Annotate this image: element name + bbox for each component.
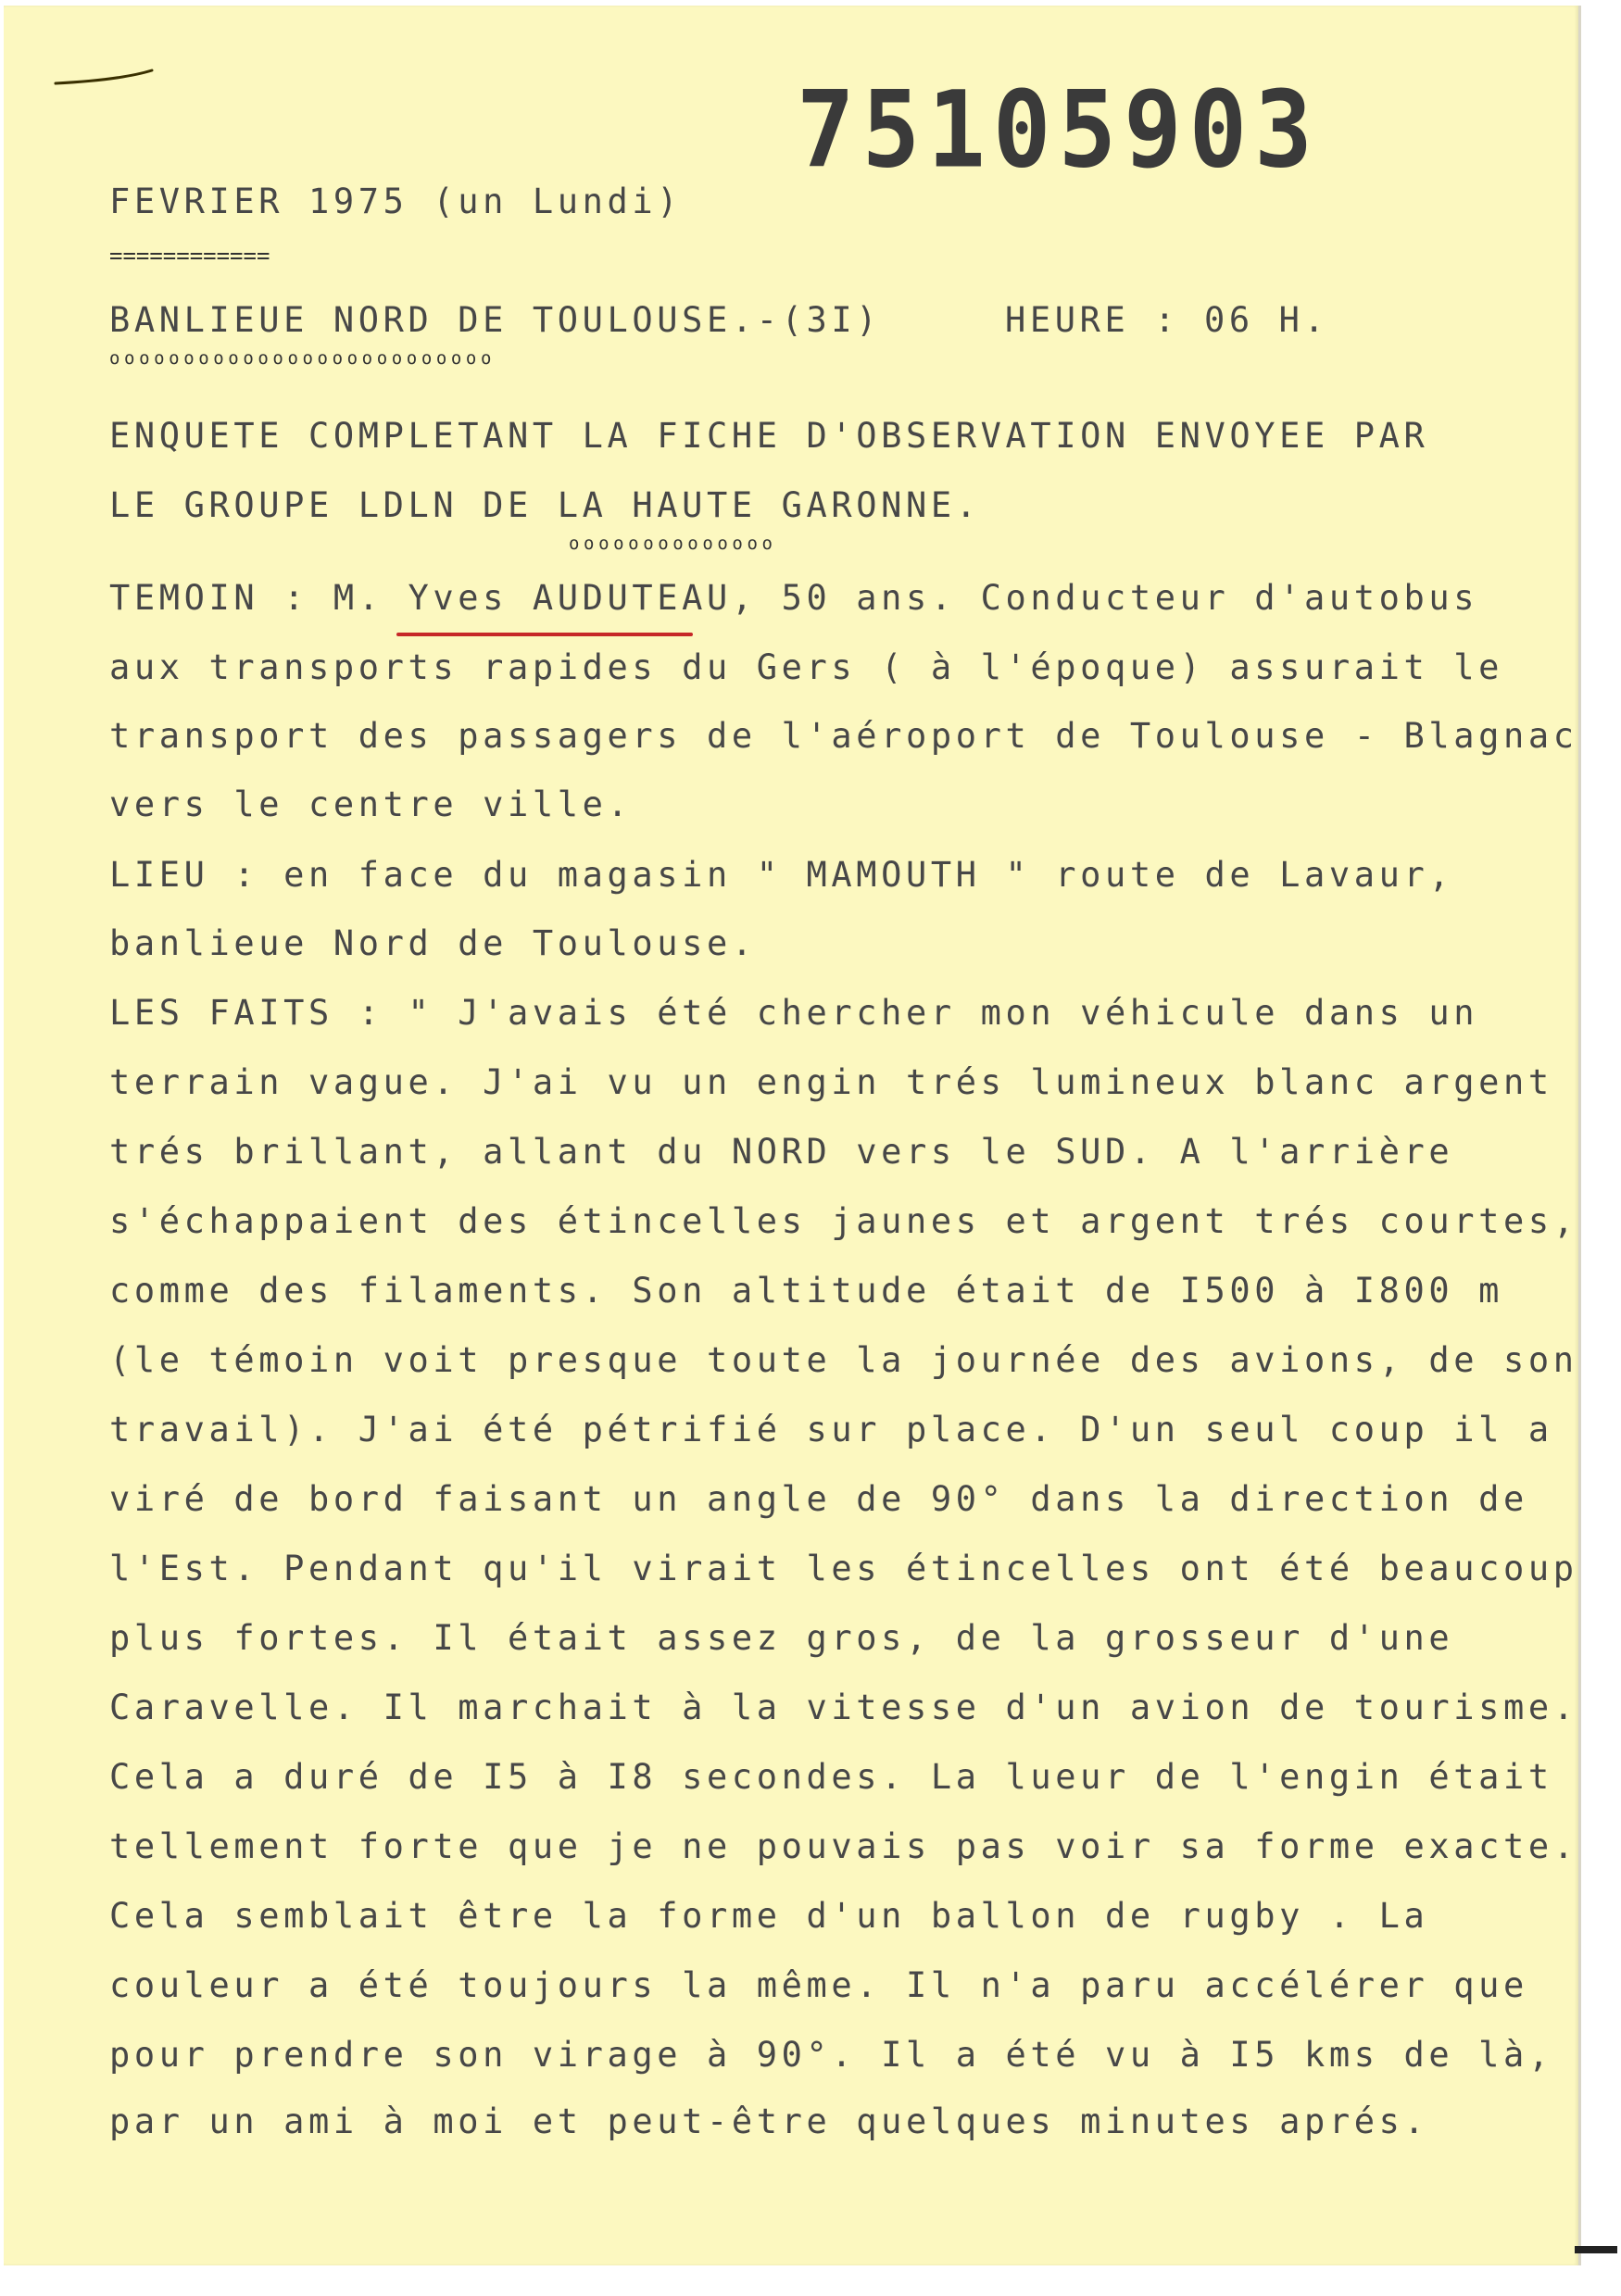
- pencil-mark: [54, 69, 156, 87]
- enquete-line-1: ENQUETE COMPLETANT LA FICHE D'OBSERVATION ENVOYEE PAR: [109, 416, 1429, 456]
- body-line: par un ami à moi et peut-être quelques minutes aprés.: [109, 2102, 1429, 2141]
- witness-name-underline: [396, 633, 693, 636]
- body-line: transport des passagers de l'aéroport de Toulouse - Blagnac: [109, 716, 1578, 756]
- time-line: HEURE : 06 H.: [1005, 300, 1329, 340]
- location-line: BANLIEUE NORD DE TOULOUSE.-(3I): [109, 300, 882, 340]
- body-line: s'échappaient des étincelles jaunes et argent trés courtes,: [109, 1201, 1578, 1241]
- date-rule: ============: [109, 243, 270, 269]
- date-line: FEVRIER 1975 (un Lundi): [109, 182, 683, 221]
- body-line: banlieue Nord de Toulouse.: [109, 923, 757, 963]
- body-line: LES FAITS : " J'avais été chercher mon véhicule dans un: [109, 993, 1479, 1033]
- body-line: tellement forte que je ne pouvais pas voir sa forme exacte.: [109, 1826, 1578, 1866]
- body-line: terrain vague. J'ai vu un engin trés lumineux blanc argent: [109, 1062, 1553, 1102]
- body-line: plus fortes. Il était assez gros, de la grosseur d'une: [109, 1618, 1454, 1658]
- body-line: (le témoin voit presque toute la journée des avions, de son: [109, 1340, 1578, 1380]
- body-line: Cela a duré de I5 à I8 secondes. La lueur de l'engin était: [109, 1757, 1553, 1797]
- body-line: travail). J'ai été pétrifié sur place. D'un seul coup il a: [109, 1410, 1553, 1449]
- body-line: vers le centre ville.: [109, 784, 633, 824]
- body-line: TEMOIN : M. Yves AUDUTEAU, 50 ans. Conducteur d'autobus: [109, 578, 1479, 618]
- location-rule: oooooooooooooooooooooooooo: [109, 348, 496, 369]
- body-line: Caravelle. Il marchait à la vitesse d'un avion de tourisme.: [109, 1687, 1578, 1727]
- body-line: LIEU : en face du magasin " MAMOUTH " route de Lavaur,: [109, 855, 1454, 895]
- enquete-rule: oooooooooooooo: [569, 533, 777, 554]
- body-line: viré de bord faisant un angle de 90° dans la direction de: [109, 1479, 1528, 1519]
- body-line: aux transports rapides du Gers ( à l'époque) assurait le: [109, 647, 1504, 687]
- reference-number: 75105903: [797, 67, 1320, 193]
- scan-corner-mark: [1575, 2246, 1617, 2253]
- body-line: couleur a été toujours la même. Il n'a paru accélérer que: [109, 1965, 1528, 2005]
- body-line: pour prendre son virage à 90°. Il a été vu à I5 kms de là,: [109, 2035, 1553, 2075]
- body-line: l'Est. Pendant qu'il virait les étincelles ont été beaucoup: [109, 1549, 1578, 1588]
- body-line: comme des filaments. Son altitude était de I500 à I800 m: [109, 1271, 1504, 1311]
- body-line: Cela semblait être la forme d'un ballon de rugby . La: [109, 1896, 1429, 1936]
- page-edge: [1578, 6, 1581, 2265]
- body-line: trés brillant, allant du NORD vers le SUD. A l'arrière: [109, 1132, 1454, 1172]
- enquete-line-2: LE GROUPE LDLN DE LA HAUTE GARONNE.: [109, 485, 981, 525]
